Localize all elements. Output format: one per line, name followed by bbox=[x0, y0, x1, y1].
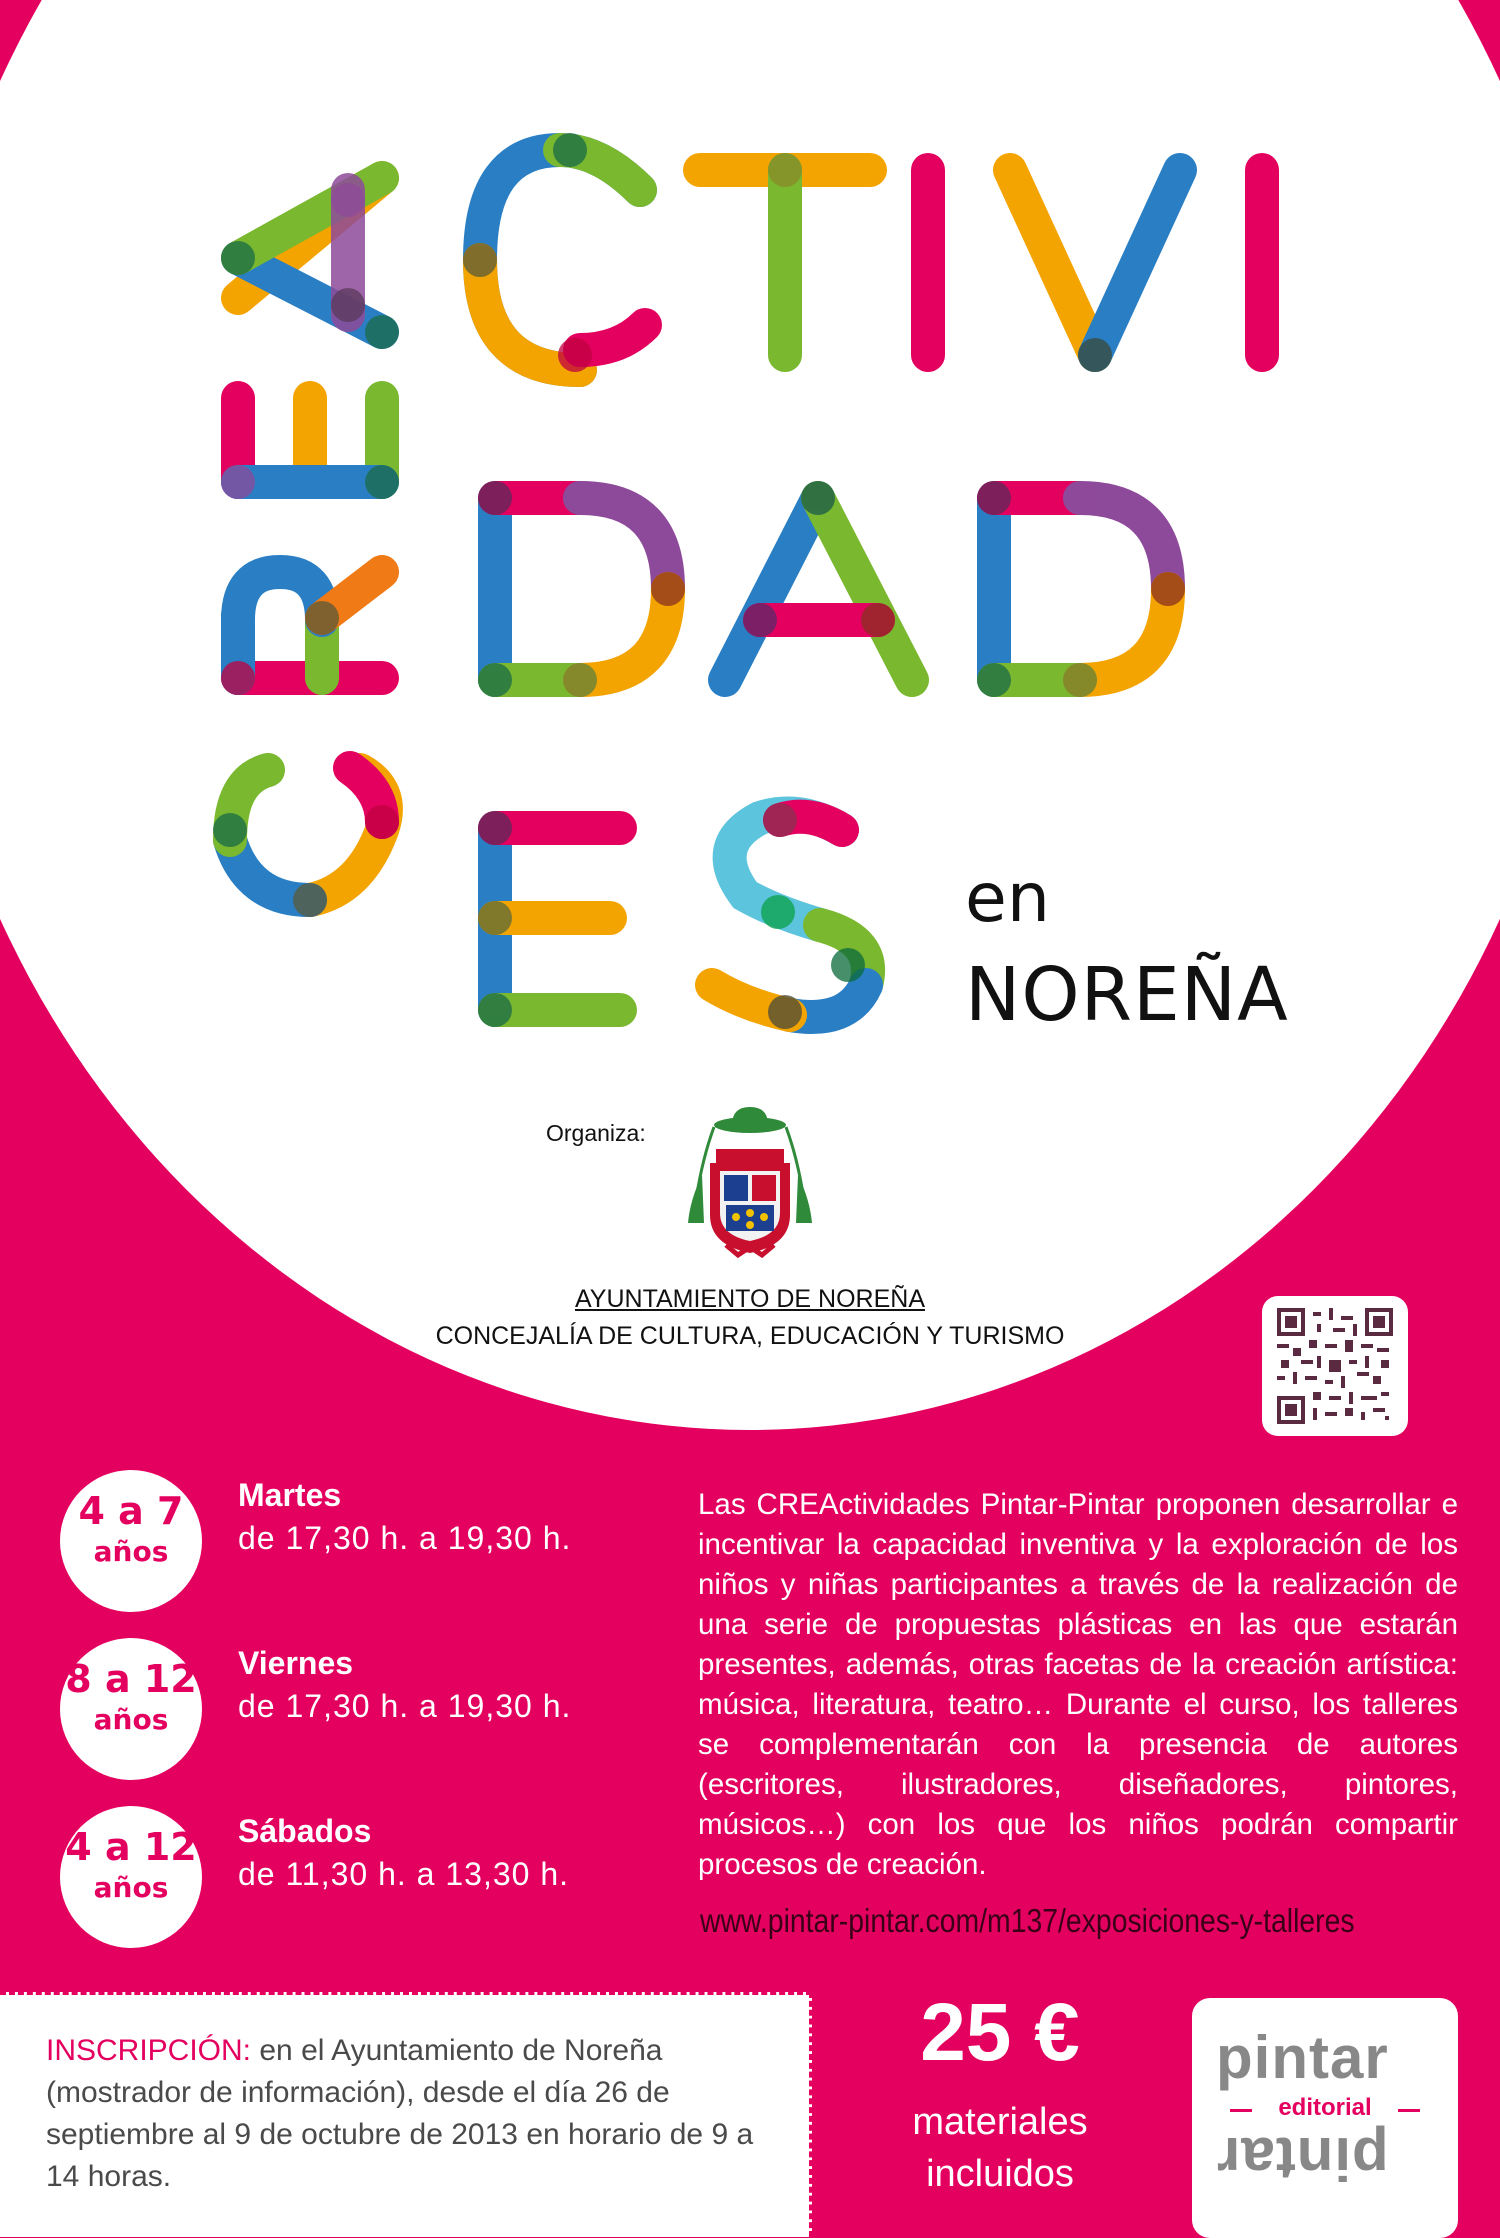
age-unit: años bbox=[93, 1703, 169, 1736]
schedule-day: Sábados bbox=[238, 1813, 372, 1849]
location-name: NOREÑA bbox=[965, 952, 1289, 1038]
schedule-time: de 17,30 h. a 19,30 h. bbox=[238, 1688, 572, 1724]
age-range: 8 a 12 bbox=[65, 1657, 197, 1701]
logo-dash bbox=[1398, 2109, 1420, 2112]
schedule-time: de 17,30 h. a 19,30 h. bbox=[238, 1520, 572, 1556]
creactividades-title-graphic bbox=[0, 0, 1500, 1100]
age-badge bbox=[60, 1806, 202, 1948]
qr-code[interactable] bbox=[1262, 1296, 1408, 1436]
price-note bbox=[830, 2096, 1170, 2200]
municipal-coat-of-arms-icon bbox=[680, 1105, 820, 1263]
logo-top-word: pintar bbox=[1216, 2024, 1389, 2091]
price-amount: 25 € bbox=[920, 1987, 1080, 2078]
schedule-day: Martes bbox=[238, 1477, 342, 1513]
schedule-day: Viernes bbox=[238, 1645, 354, 1681]
logo-bottom-word: pintar bbox=[1216, 2125, 1389, 2192]
registration-details: en el Ayuntamiento de Noreña (mostrador de información), desde el día 26 de septiembre al 9 de octubre de 2013 en horario de 9 a 14 horas. bbox=[46, 2034, 754, 2193]
price-note-line1: materiales bbox=[912, 2101, 1088, 2143]
age-badge bbox=[60, 1638, 202, 1780]
logo-editorial-word: editorial bbox=[1278, 2094, 1372, 2121]
registration-text bbox=[46, 2030, 786, 2198]
organizer-label: Organiza: bbox=[546, 1120, 646, 1146]
program-description: Las CREActividades Pintar-Pintar proponen desarrollar e incentivar la capacidad inventiva y la exploración de los niños y niñas participantes a través de la realización de una serie de propuestas plásticas en las que estarán presentes, además, otras facetas de la creación artística: música, literatura, teatro… Durante el curso, los talleres se complementarán con la presencia de autores (escritores, ilustradores, diseñadores, pintores, músicos…) con los que los niños podrán compartir procesos de creación. bbox=[698, 1488, 1458, 1881]
age-unit: años bbox=[93, 1535, 169, 1568]
age-range: 4 a 12 bbox=[65, 1825, 197, 1869]
qr-code-icon bbox=[1276, 1308, 1394, 1424]
location-prefix: en bbox=[965, 859, 1050, 938]
registration-label: INSCRIPCIÓN: bbox=[46, 2034, 252, 2067]
website-link[interactable]: www.pintar-pintar.com/m137/exposiciones-y-talleres bbox=[700, 1902, 1355, 1939]
age-range: 4 a 7 bbox=[78, 1489, 184, 1533]
organizer-name: AYUNTAMIENTO DE NOREÑA bbox=[574, 1285, 926, 1313]
pintar-pintar-logo bbox=[1192, 1998, 1458, 2238]
age-badge bbox=[60, 1470, 202, 1612]
price-note-line2: incluidos bbox=[926, 2153, 1074, 2195]
organizer-department: CONCEJALÍA DE CULTURA, EDUCACIÓN Y TURISMO bbox=[435, 1322, 1065, 1350]
age-unit: años bbox=[93, 1871, 169, 1904]
schedule-time: de 11,30 h. a 13,30 h. bbox=[238, 1856, 569, 1892]
